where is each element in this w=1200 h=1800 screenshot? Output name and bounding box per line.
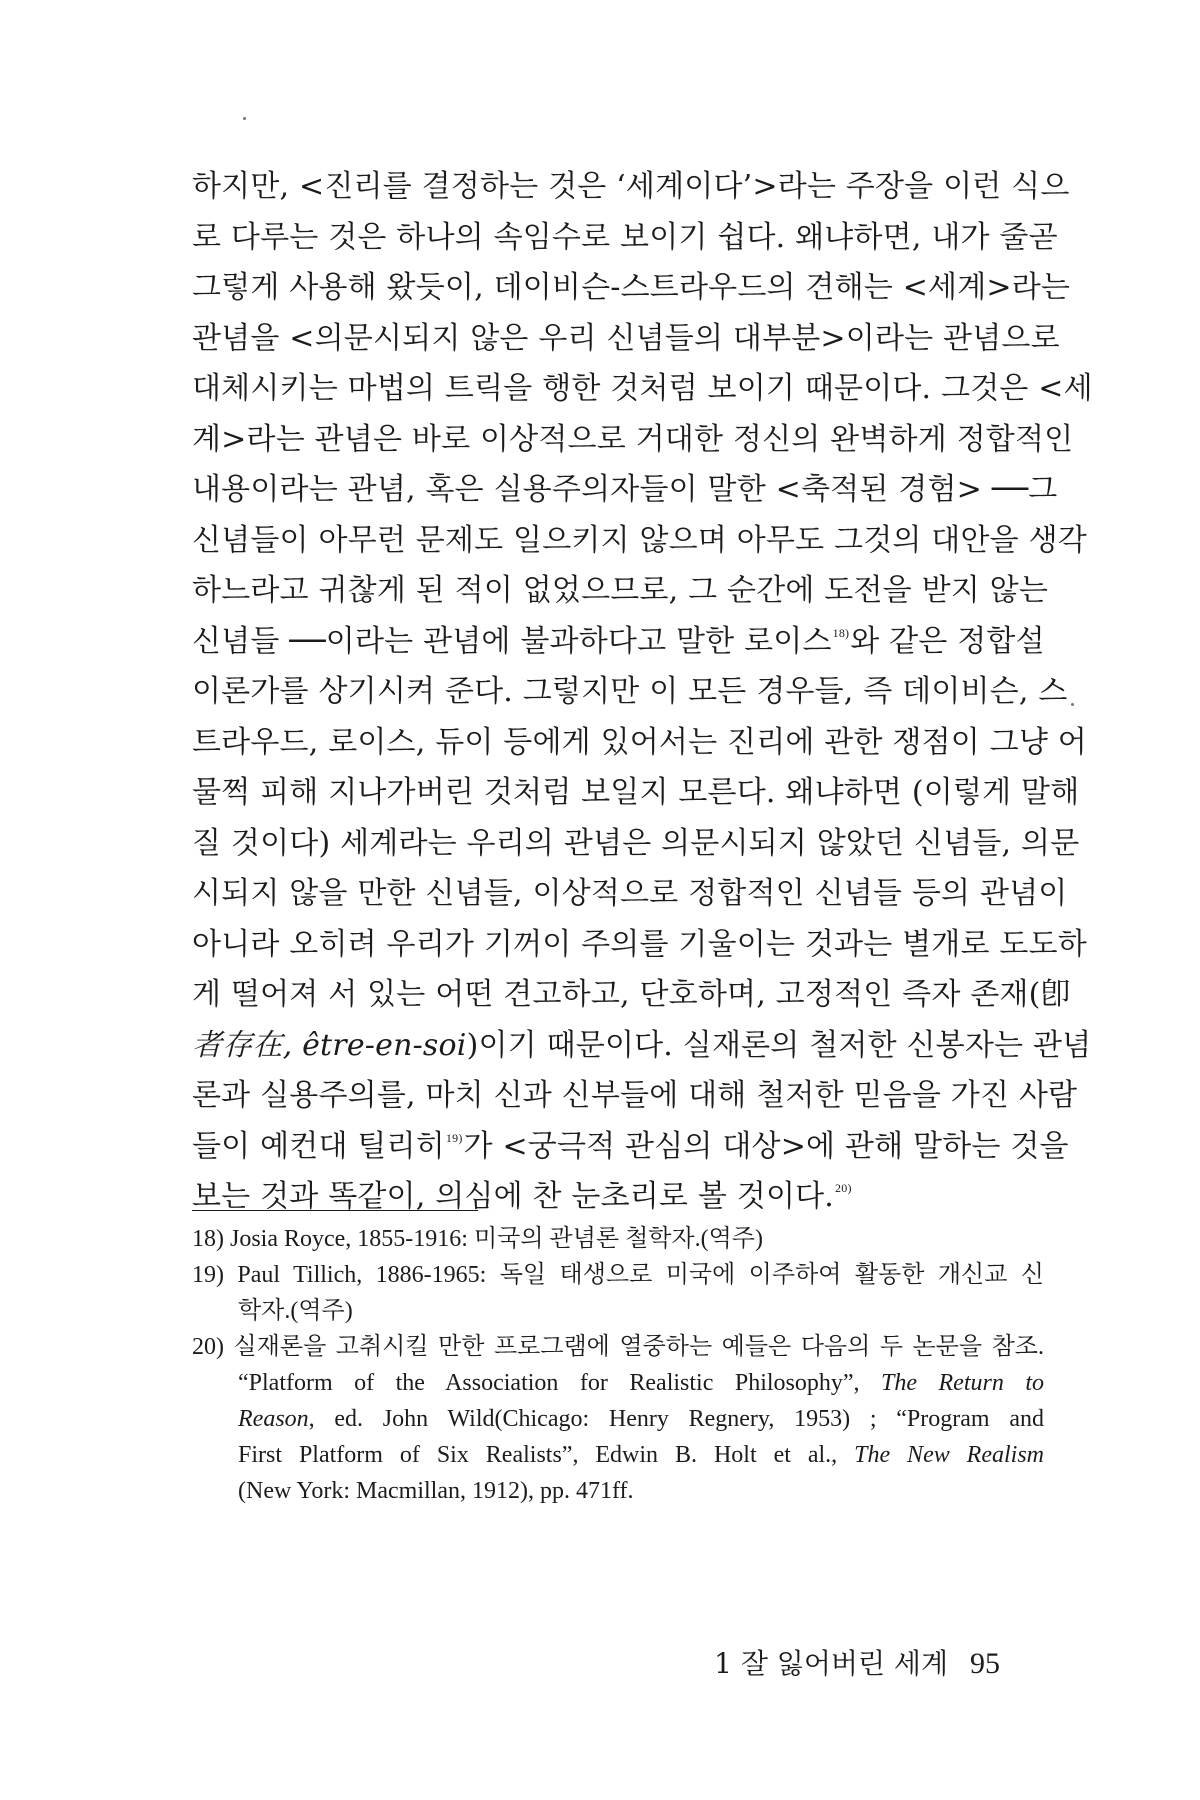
footnote-line (192, 1365, 1044, 1401)
text-line-with-footnote-18 (192, 617, 1044, 668)
text-line: 대체시키는 마법의 트릭을 행한 것처럼 보이기 때문이다. 그것은 <세 (192, 371, 1093, 406)
page-footer (714, 1642, 1000, 1682)
line-text: 와 같은 정합설 (850, 623, 1045, 659)
line-text: 신념들 ──이라는 관념에 불과하다고 말한 로이스 (192, 623, 832, 659)
footnote-ref-18[interactable]: 18) (832, 625, 850, 640)
footnote-line: (New York: Macmillan, 1912), pp. 471ff. (238, 1478, 634, 1504)
footnote-line: 20) 실재론을 고취시킬 만한 프로그램에 열중하는 예들은 다음의 두 논문을 참조. (192, 1334, 1044, 1360)
book-title: The New Realism (854, 1442, 1044, 1468)
text-line: 아니라 오히려 우리가 기꺼이 주의를 기울이는 것과는 별개로 도도하 (192, 926, 1087, 962)
text-line: 내용이라는 관념, 혹은 실용주의자들이 말한 <축적된 경험> ──그 (192, 472, 1058, 507)
footnote-19 (192, 1257, 1044, 1329)
text-line: 질 것이다) 세계라는 우리의 관념은 의문시되지 않았던 신념들, 의문 (192, 825, 1080, 861)
text-line: 신념들이 아무런 문제도 일으키지 않으며 아무도 그것의 대안을 생각 (192, 522, 1087, 558)
line-text: 들이 예컨대 틸리히 (192, 1128, 445, 1164)
footnote-ref-19[interactable]: 19) (445, 1130, 463, 1145)
text-line-with-footnote-19 (192, 1122, 1069, 1173)
page-number: 95 (970, 1647, 1000, 1680)
footnote-line: 19) Paul Tillich, 1886-1965: 독일 태생으로 미국에 이주하여 활동한 개신교 신 (192, 1262, 1044, 1288)
book-title: The Return to (881, 1370, 1044, 1396)
book-title: Reason (238, 1406, 309, 1432)
line-text: 가 <궁극적 관심의 대상>에 관해 말하는 것을 (463, 1128, 1069, 1164)
footnote-20 (192, 1329, 1044, 1509)
footnote-text: “Platform of the Association for Realistic Philosophy”, (238, 1370, 882, 1396)
text-line: 계>라는 관념은 바로 이상적으로 거대한 정신의 완벽하게 정합적인 (192, 421, 1074, 457)
footnote-line (192, 1401, 1044, 1437)
footnote-text: , ed. John Wild(Chicago: Henry Regnery, 1953) ; “Program and (308, 1406, 1044, 1432)
text-line-with-italic (192, 1021, 1092, 1072)
text-line: 로 다루는 것은 하나의 속임수로 보이기 쉽다. 왜냐하면, 내가 줄곧 (192, 219, 1058, 255)
text-line: 하지만, <진리를 결정하는 것은 ‘세계이다’>라는 주장을 이런 식으 (192, 169, 1070, 204)
line-text: )이기 때문이다. 실재론의 철저한 신봉자는 관념 (466, 1027, 1092, 1063)
footnote-ref-20[interactable]: 20) (835, 1181, 852, 1195)
text-line: 하느라고 귀찮게 된 적이 없었으므로, 그 순간에 도전을 받지 않는 (192, 573, 1049, 608)
text-line: 물쩍 피해 지나가버린 것처럼 보일지 모른다. 왜냐하면 (이렇게 말해 (192, 775, 1080, 810)
line-text: 보는 것과 똑같이, 의심에 찬 눈초리로 볼 것이다. (192, 1179, 835, 1214)
footnote-divider (192, 1210, 478, 1211)
text-line: 그렇게 사용해 왔듯이, 데이비슨-스트라우드의 견해는 <세계>라는 (192, 270, 1071, 305)
text-line: 트라우드, 로이스, 듀이 등에게 있어서는 진리에 관한 쟁점이 그냥 어 (192, 724, 1087, 760)
body-paragraph (192, 162, 1093, 1223)
text-line: 이론가를 상기시켜 준다. 그렇지만 이 모든 경우들, 즉 데이비슨, 스 (192, 674, 1068, 709)
scan-speck (243, 117, 246, 120)
text-line: 론과 실용주의를, 마치 신과 신부들에 대해 철저한 믿음을 가진 사람 (192, 1078, 1078, 1113)
footnote-line: 학자.(역주) (238, 1298, 353, 1324)
footnote-text: First Platform of Six Realists”, Edwin B. Holt et al., (238, 1442, 855, 1468)
text-line: 관념을 <의문시되지 않은 우리 신념들의 대부분>이라는 관념으로 (192, 320, 1060, 356)
running-chapter-title: 1 잘 잃어버린 세계 (714, 1647, 948, 1680)
text-line: 시되지 않을 만한 신념들, 이상적으로 정합적인 신념들 등의 관념이 (192, 876, 1068, 911)
footnote-line (192, 1437, 1044, 1473)
footnotes (192, 1221, 1044, 1509)
text-line: 게 떨어져 서 있는 어떤 견고하고, 단호하며, 고정적인 즉자 존재(卽 (192, 977, 1071, 1012)
margin-speck (1071, 703, 1074, 706)
italic-term: 者存在, être-en-soi (192, 1027, 467, 1063)
footnote-18: 18) Josia Royce, 1855-1916: 미국의 관념론 철학자.(역주) (192, 1226, 763, 1252)
text-line-with-footnote-20 (192, 1172, 1044, 1223)
